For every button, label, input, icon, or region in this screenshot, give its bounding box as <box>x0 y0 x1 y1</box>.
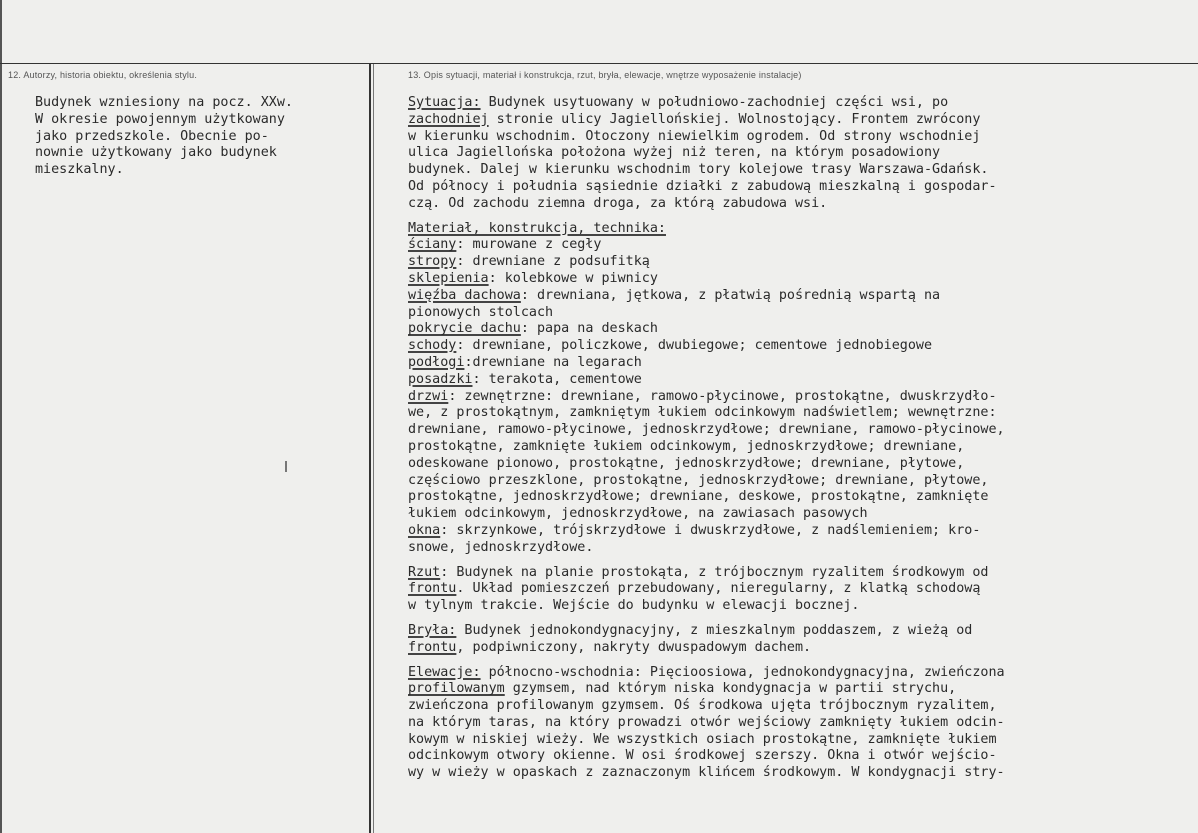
sklepienia-label: sklepienia <box>408 270 489 286</box>
elewacje-line2-underlined: profilowanym <box>408 681 505 697</box>
rzut-section <box>408 565 1198 615</box>
schody-text: : drewniane, policzkowe, dwubiegowe; cementowe jednobiegowe <box>456 338 933 354</box>
schody-label: schody <box>408 338 457 354</box>
podlogi-label: podłogi <box>408 354 465 370</box>
elewacje-label: Elewacje: <box>408 664 481 680</box>
sytuacja-label: Sytuacja: <box>408 95 481 110</box>
pokrycie-text: : papa na deskach <box>520 321 658 337</box>
bryla-section <box>408 623 1198 657</box>
description-column <box>408 95 1198 782</box>
sytuacja-section <box>408 95 1198 213</box>
elewacje-section <box>408 665 1198 783</box>
sytuacja-line2: stronie ulicy Jagiellońskiej. Wolnostojący. Frontem zwrócony <box>488 111 981 127</box>
elewacje-text: zwieńczona profilowanym gzymsem. Oś środkowa ujęta trójbocznym ryzalitem, na którym taras, na który prowadzi otwór wejściowy zamknięty łukiem odcin- kowym w niskiej wieży. We wszystkich osiach prostokątne, zamknięte łukiem odcinkowym otwory okienne. W osi środkowej szerszy. Okna i otwór wejścio- wy w wieży w opaskach z zaznaczonym klińcem środkowym. W kondygnacji stry- <box>408 698 1005 781</box>
elewacje-line1: północno-wschodnia: Pięcioosiowa, jednokondygnacyjna, zwieńczona <box>480 664 1005 680</box>
sciany-label: ściany <box>408 237 457 253</box>
bryla-label: Bryła: <box>408 622 457 638</box>
posadzki-label: posadzki <box>408 371 473 387</box>
bryla-line2-underlined: frontu <box>408 639 457 655</box>
okna-text: : skrzynkowe, trójskrzydłowe i dwuskrzydłowe, z nadślemieniem; kro- snowe, jednoskrzydłowe. <box>408 522 981 555</box>
podlogi-text: :drewniane na legarach <box>464 354 642 370</box>
elewacje-line2: gzymsem, nad którym niska kondygnacja w partii strychu, <box>504 681 957 697</box>
stropy-label: stropy <box>408 254 457 270</box>
sciany-text: : murowane z cegły <box>456 237 602 253</box>
header-rule <box>0 63 1198 64</box>
pen-mark <box>285 461 287 472</box>
material-title: Materiał, konstrukcja, technika: <box>408 220 666 236</box>
rzut-line2-underlined: frontu <box>408 581 457 597</box>
wiezba-text: : drewniana, jętkowa, z płatwią pośrednią wspartą na pionowych stolcach <box>408 287 941 320</box>
sytuacja-line2-underlined: zachodniej <box>408 111 489 127</box>
wiezba-label: więźba dachowa <box>408 287 521 303</box>
drzwi-text: : zewnętrzne: drewniane, ramowo-płycinowe, prostokątne, dwuskrzydło- we, z prostokątnym, zamkniętym łukiem odcinkowym nadświetlem; wewnętrzne: drewniane, ramowo-płycinowe, jednoskrzydłowe; drewniane, ramowo-płycinowe, prostokątne, zamknięte łukiem odcinkowym, jednoskrzydłowe; drewniane, odeskowane pionowo, prostokątne, jednoskrzydłowe; drewniane, płytowe, częściowo przeszklone, prostokątne, jednoskrzydłowe; drewniane, płytowe, prostokątne, jednoskrzydłowe; drewniane, deskowe, prostokątne, zamknięte łukiem odcinkowym, jednoskrzydłowe, na zawiasach pasowych <box>408 388 1005 522</box>
sklepienia-text: : kolebkowe w piwnicy <box>488 270 658 286</box>
sytuacja-text: w kierunku wschodnim. Otoczony niewielkim ogrodem. Od strony wschodniej ulica Jagiellońska położona wyżej niż teren, na którym posadowiony budynek. Dalej w kierunku wschodnim tory kolejowe trasy Warszawa-Gdańsk. Od północy i południa sąsiednie działki z zabudową mieszkalną i gospodar- czą. Od zachodu ziemna droga, za którą zabudowa wsi. <box>408 128 997 211</box>
section-header-13: 13. Opis sytuacji, materiał i konstrukcja, rzut, bryła, elewacje, wnętrze wyposażenie instalacje) <box>408 70 802 80</box>
column-divider <box>369 64 371 833</box>
history-text: Budynek wzniesiony na pocz. XXw. W okresie powojennym użytkowany jako przedszkole. Obecnie po- nownie użytkowany jako budynek mieszkalny. <box>35 95 293 178</box>
material-section <box>408 221 1198 557</box>
bryla-line1: Budynek jednokondygnacyjny, z mieszkalnym poddaszem, z wieżą od <box>456 622 973 638</box>
section-header-12: 12. Autorzy, historia obiektu, określenia stylu. <box>8 70 198 80</box>
drzwi-label: drzwi <box>408 388 449 404</box>
sytuacja-line1: Budynek usytuowany w południowo-zachodniej części wsi, po <box>480 95 949 110</box>
posadzki-text: : terakota, cementowe <box>472 371 642 387</box>
stropy-text: : drewniane z podsufitką <box>456 254 650 270</box>
rzut-label: Rzut <box>408 564 441 580</box>
pokrycie-label: pokrycie dachu <box>408 321 521 337</box>
bryla-line2: , podpiwniczony, nakryty dwuspadowym dachem. <box>456 639 812 655</box>
page-edge <box>0 0 2 833</box>
rzut-text: w tylnym trakcie. Wejście do budynku w elewacji bocznej. <box>408 598 860 614</box>
okna-label: okna <box>408 522 441 538</box>
rzut-line2: . Układ pomieszczeń przebudowany, nieregularny, z klatką schodową <box>456 581 981 597</box>
column-divider-inner <box>373 64 374 833</box>
rzut-line1: : Budynek na planie prostokąta, z trójbocznym ryzalitem środkowym od <box>440 564 989 580</box>
